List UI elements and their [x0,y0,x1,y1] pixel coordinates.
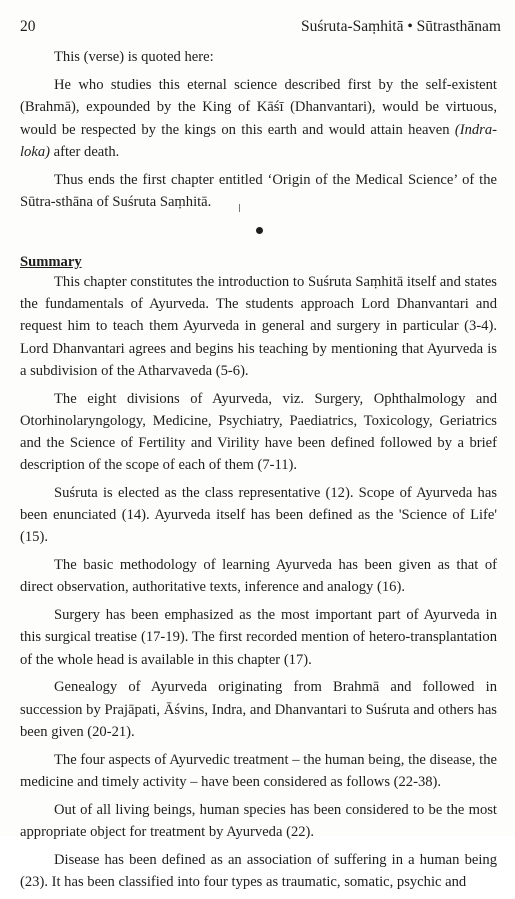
summary-paragraph: Disease has been defined as an association of suffering in a human being (23). It has been classified into four types as traumatic, somatic, psychic and [20,851,497,890]
verse-paragraph [20,74,497,163]
summary-paragraph: Surgery has been emphasized as the most important part of Ayurveda in this surgical treatise (17-19). The first recorded mention of hetero-transplantation of the whole head is available in this chapter (17). [20,607,497,668]
summary-paragraph: Suśruta is elected as the class representative (12). Scope of Ayurveda has been enunciated (14). Ayurveda itself has been defined as the 'Science of Life' (15). [20,485,497,546]
verse-italic-term: (Indra-loka) [20,121,497,160]
verse-text-end: after death. [50,143,120,160]
page-header [20,16,501,38]
summary-paragraph: Out of all living beings, human species has been considered to be the most appropriate object for treatment by Ayurveda (22). [20,801,497,840]
chapter-ending [20,46,497,219]
running-head: Suśruta-Saṃhitā • Sūtrasthānam [300,18,501,35]
pen-mark [239,204,240,212]
summary-paragraph: The eight divisions of Ayurveda, viz. Surgery, Ophthalmology and Otorhinolaryngology, Medicine, Psychiatry, Paediatrics, Toxicology, Geriatrics and the Science of Fertility and Virility have been defined followed by a brief description of the scope of each of them (7-11). [20,390,497,474]
section-divider-bullet [256,227,263,234]
verse-text: He who studies this eternal science described first by the self-existent (Brahmā), expounded by the King of Kāśī (Dhanvantari), would be virtuous, would be respected by the kings on this earth and would attain heaven [20,77,497,138]
summary-heading: Summary [20,254,82,270]
summary-paragraph: The four aspects of Ayurvedic treatment – the human being, the disease, the medicine and timely activity – have been considered as follows (22-38). [20,751,497,790]
summary-body [20,271,497,899]
verse-intro: This (verse) is quoted here: [54,49,214,65]
summary-paragraph: This chapter constitutes the introduction to Suśruta Saṃhitā itself and states the fundamentals of Ayurveda. The students approach Lord Dhanvantari and request him to teach them Ayurveda in general and surgery in particular (3-4). Lord Dhanvantari agrees and begins his teaching by mentioning that Ayurveda is a subdivision of the Atharvaveda (5-6). [20,274,497,379]
page-number: 20 [20,18,36,35]
summary-paragraph: Genealogy of Ayurveda originating from Brahmā and followed in succession by Prajāpati, Āśvins, Indra, and Dhanvantari to Suśruta and others has been given (20-21). [20,679,497,740]
summary-paragraph: The basic methodology of learning Ayurveda has been given as that of direct observation, authoritative texts, inference and analogy (16). [20,557,497,596]
chapter-end-note: Thus ends the first chapter entitled ‘Origin of the Medical Science’ of the Sūtra-sthāna of Suśruta Saṃhitā. [20,172,497,211]
